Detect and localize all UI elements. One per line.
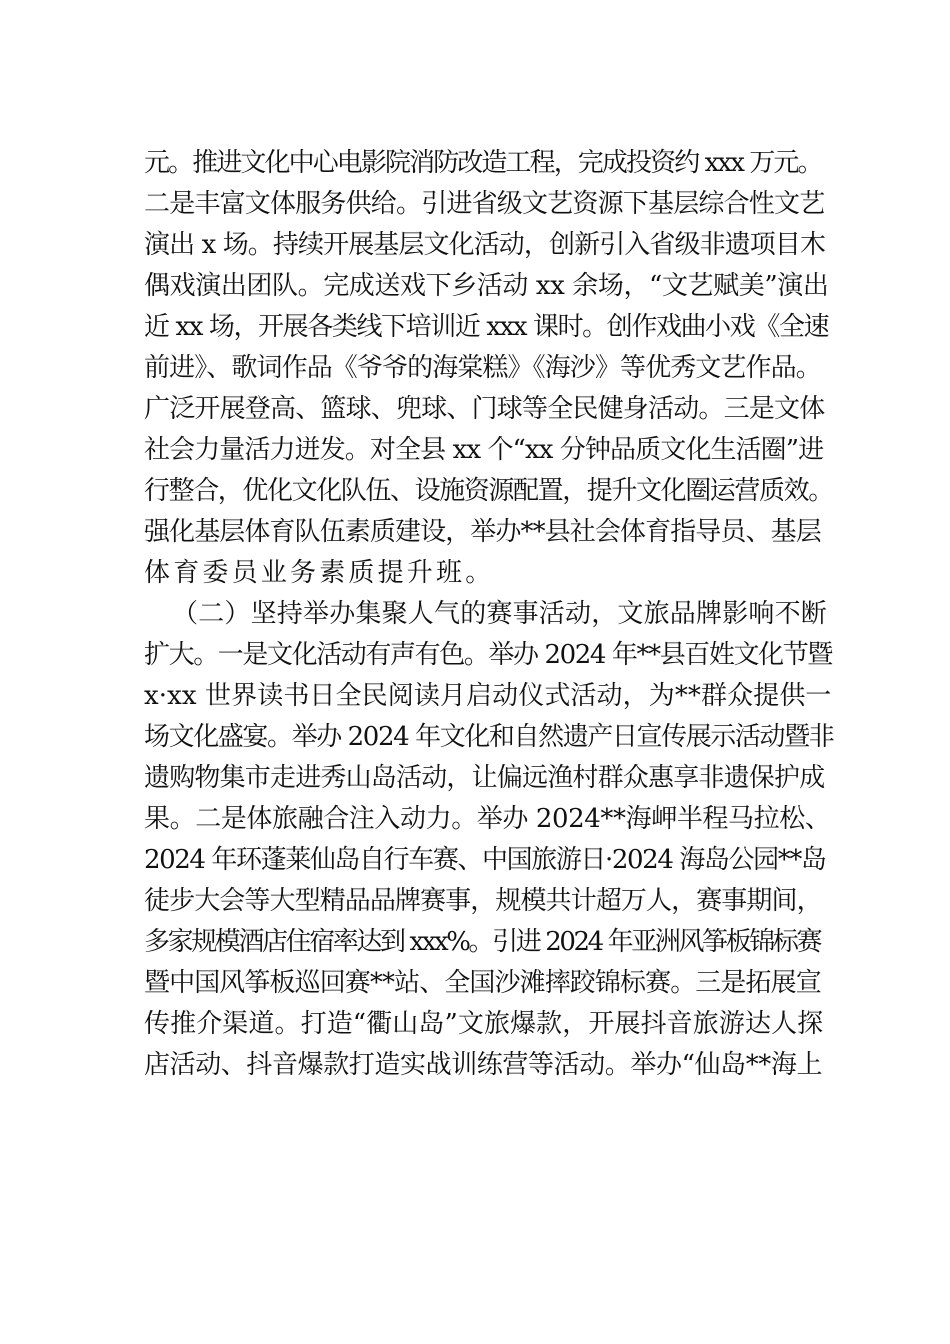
text-line: 遗购物集市走进秀山岛活动，让偏远渔村群众惠享非遗保护成 [144,763,825,793]
text-line: 社会力量活力迸发。对全县 xx 个“xx 分钟品质文化生活圈”进 [144,435,824,465]
text-line: 广泛开展登高、篮球、兜球、门球等全民健身活动。三是文体 [144,394,825,424]
text-line: 演出 x 场。持续开展基层文化活动，创新引入省级非遗项目木 [144,230,826,260]
text-line: x·xx 世界读书日全民阅读月启动仪式活动，为**群众提供一 [144,681,832,711]
text-line: 2024 年环蓬莱仙岛自行车赛、中国旅游日·2024 海岛公园**岛 [144,845,826,875]
text-line: 场文化盛宴。举办 2024 年文化和自然遗产日宣传展示活动暨非 [144,722,834,752]
document-body [144,143,834,1086]
text-line: 强化基层体育队伍素质建设，举办**县社会体育指导员、基层 [144,517,821,547]
text-line: 行整合，优化文化队伍、设施资源配置，提升文化圈运营质效。 [144,476,833,506]
text-line: 前进》、歌词作品《爷爷的海棠糕》《海沙》等优秀文艺作品。 [144,353,821,383]
text-line: 偶戏演出团队。完成送戏下乡活动 xx 余场，“文艺赋美”演出 [144,271,829,301]
text-line: 二是丰富文体服务供给。引进省级文艺资源下基层综合性文艺 [144,189,825,219]
text-line: 暨中国风筝板巡回赛**站、全国沙滩摔跤锦标赛。三是拓展宣 [144,968,821,998]
section-heading-line: （二）坚持举办集聚人气的赛事活动，文旅品牌影响不断 [172,599,828,629]
text-line: 近 xx 场，开展各类线下培训近 xxx 课时。创作戏曲小戏《全速 [144,312,829,342]
text-line: 传推介渠道。打造“衢山岛”文旅爆款，开展抖音旅游达人探 [144,1009,824,1039]
text-line: 扩大。一是文化活动有声有色。举办 2024 年**县百姓文化节暨 [144,640,832,670]
text-line: 元。推进文化中心电影院消防改造工程，完成投资约 xxx 万元。 [144,148,822,178]
text-line: 多家规模酒店住宿率达到 xxx%。引进 2024 年亚洲风筝板锦标赛 [144,927,821,957]
text-line: 果。二是体旅融合注入动力。举办 2024**海岬半程马拉松、 [144,804,831,834]
text-line: 店活动、抖音爆款打造实战训练营等活动。举办“仙岛**海上 [144,1050,823,1080]
text-line: 徒步大会等大型精品品牌赛事，规模共计超万人，赛事期间， [144,886,822,916]
text-line: 体育委员业务素质提升班。 [144,558,495,588]
